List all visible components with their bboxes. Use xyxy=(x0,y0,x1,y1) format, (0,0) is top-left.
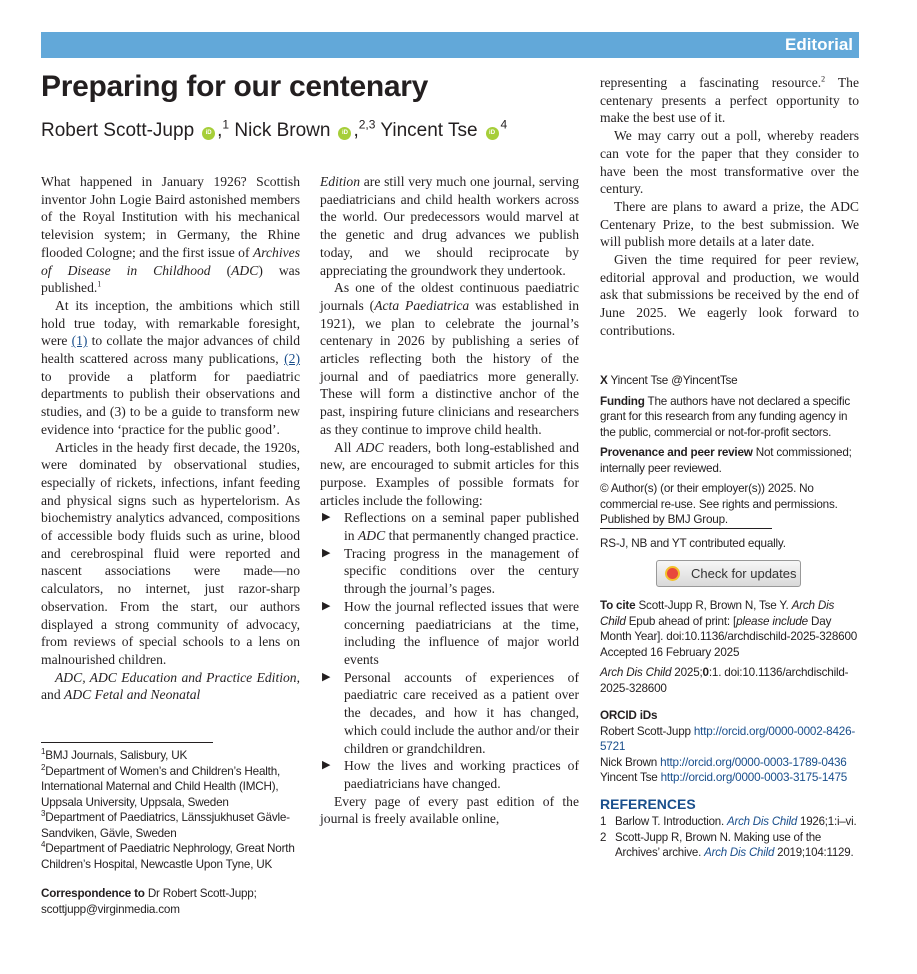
list-item: ▶ Tracing progress in the management of specific conditions over the century through the journal’s pages. xyxy=(322,545,579,597)
list-item: ▶ How the journal reflected issues that were concerning paediatricians at the time, including the influence of major world events xyxy=(322,598,579,667)
author-name[interactable]: Robert Scott-Jupp xyxy=(41,120,195,141)
author-name[interactable]: Yincent Tse xyxy=(380,120,478,141)
paragraph: What happened in January 1926? Scottish inventor John Logie Baird astonished members of the Royal Institution with his mechanical television system; in Germany, the Rhine flooded Cologne; and the first issue of Archives of Disease in Childhood (ADC) was published.$^1$ xyxy=(41,174,300,296)
references-heading: REFERENCES xyxy=(600,796,696,812)
orcid-entry: Nick Brown http://orcid.org/0000-0003-1789-0436 xyxy=(600,755,847,769)
bullet-icon: ▶ xyxy=(322,546,331,559)
citation-info xyxy=(600,598,862,786)
copyright-statement: © Author(s) (or their employer(s)) 2025. No commercial re-use. See rights and permissions. Published by BMJ Group. xyxy=(600,482,838,526)
to-cite: To cite Scott-Jupp R, Brown N, Tse Y. Arch Dis Child Epub ahead of print: [please include Day Month Year]. doi:10.1136/archdischild-2025-328600 xyxy=(600,599,858,643)
contributor-note: RS-J, NB and YT contributed equally. xyxy=(600,537,786,550)
reference-item: 1 Barlow T. Introduction. Arch Dis Child 1926;1:i–vi. xyxy=(600,816,857,828)
section-banner xyxy=(41,32,859,58)
social-handle[interactable]: X Yincent Tse @YincentTse xyxy=(600,374,738,387)
orcid-entry: Yincent Tse http://orcid.org/0000-0003-3175-1475 xyxy=(600,771,848,784)
list-item: ▶ Reflections on a seminal paper published in ADC that permanently changed practice. xyxy=(322,510,579,544)
bullet-icon: ▶ xyxy=(322,759,331,772)
check-for-updates-button[interactable] xyxy=(656,560,801,587)
orcid-icon[interactable]: iD xyxy=(486,127,499,140)
paragraph: There are plans to award a prize, the ADC Centenary Prize, to the best submission. We will publish more details at a later date. xyxy=(600,198,859,250)
list-ref-link[interactable]: (2) xyxy=(284,351,300,367)
crossmark-icon xyxy=(665,566,680,581)
orcid-link[interactable]: http://orcid.org/0000-0002-8426-5721 xyxy=(600,724,856,753)
divider xyxy=(41,742,213,743)
column-1 xyxy=(41,173,300,704)
paragraph: Given the time required for peer review, editorial approval and production, we would ask that submissions be received by the end of June 2025. We eagerly look forward to contributions. xyxy=(600,252,859,338)
reference-link[interactable]: Arch Dis Child xyxy=(704,847,775,859)
check-for-updates-label: Check for updates xyxy=(691,566,797,581)
journal-citation: Arch Dis Child 2025;0:1. doi:10.1136/archdischild-2025-328600 xyxy=(600,666,849,695)
bullet-list xyxy=(320,509,579,792)
funding-statement: Funding The authors have not declared a specific grant for this research from any funding agency in the public, commercial or not-for-profit sectors. xyxy=(600,394,851,439)
reference-list xyxy=(600,815,862,862)
provenance-statement: Provenance and peer review Not commissioned; internally peer reviewed. xyxy=(600,446,852,475)
paragraph: representing a fascinating resource.$^2$ The centenary presents a perfect opportunity to make the best use of it. xyxy=(600,74,859,126)
paragraph: As one of the oldest continuous paediatric journals (Acta Paediatrica was established in 1921), we plan to celebrate the journal’s centenary in 2026 by publishing a series of articles reflecting both the history of the journal and of paediatrics more generally. These will form a distinctive anchor of the past, inspiring future clinicians and researchers as they continue to improve child health. xyxy=(320,280,579,437)
author-affiliation: 2,3 xyxy=(358,117,376,132)
sidebar-info xyxy=(600,373,862,528)
citation-link[interactable]: 2 xyxy=(821,74,826,84)
author-name[interactable]: Nick Brown xyxy=(234,120,331,141)
paragraph: At its inception, the ambitions which still hold true today, with remarkable foresight, were (1) to collate the major advances of child health scattered across many publications, (2) to provide a platform for paediatric departments to publish their observations and studies, and (3) to be a guide to transform new evidence into ‘practice for the public good’. xyxy=(41,297,300,437)
citation-link[interactable]: 1 xyxy=(97,279,102,289)
affiliation: $^3$Department of Paediatrics, Länssjukhuset Gävle-Sandviken, Gävle, Sweden xyxy=(41,809,290,840)
orcid-heading: ORCID iDs xyxy=(600,709,658,722)
bullet-icon: ▶ xyxy=(322,511,331,524)
list-item: ▶ Personal accounts of experiences of paediatric care received as a patient over the decades, and how it has changed, which could include the author and/or their children or grandchildren. xyxy=(322,669,579,756)
column-2 xyxy=(320,173,579,828)
column-3 xyxy=(600,74,859,340)
section-label: Editorial xyxy=(784,35,853,54)
x-icon: X xyxy=(600,374,608,387)
paragraph: ADC, ADC Education and Practice Edition, and ADC Fetal and Neonatal xyxy=(41,669,300,703)
paragraph: Edition are still very much one journal, serving paediatricians and child health workers across the world. Our predecessors would marvel at the genetic and drug advances we publish today, and we should reciprocate by appreciating the groundwork they undertook. xyxy=(320,174,579,278)
orcid-entry: Robert Scott-Jupp http://orcid.org/0000-0002-8426-5721 xyxy=(600,724,856,753)
orcid-icon[interactable]: iD xyxy=(202,127,215,140)
article-title: Preparing for our centenary xyxy=(41,70,428,103)
accepted-date: Accepted 16 February 2025 xyxy=(600,645,740,659)
orcid-link[interactable]: http://orcid.org/0000-0003-1789-0436 xyxy=(660,755,847,769)
orcid-icon[interactable]: iD xyxy=(338,127,351,140)
paragraph: We may carry out a poll, whereby readers can vote for the paper that they consider to have been the most transformative over the century. xyxy=(600,128,859,197)
orcid-link[interactable]: http://orcid.org/0000-0003-3175-1475 xyxy=(660,771,848,784)
affiliation: $^4$Department of Paediatric Nephrology, Great North Children’s Hospital, Newcastle Upon Tyne, UK xyxy=(41,840,295,871)
list-ref-link[interactable]: (1) xyxy=(71,333,88,349)
paragraph: All ADC readers, both long-established and new, are encouraged to submit articles for this purpose. Examples of possible formats for articles include the following: xyxy=(320,439,579,508)
divider xyxy=(600,528,772,529)
bullet-icon: ▶ xyxy=(322,670,331,683)
author-affiliation: 1 xyxy=(222,117,230,132)
paragraph: Every page of every past edition of the journal is freely available online, xyxy=(320,793,579,827)
reference-link[interactable]: Arch Dis Child xyxy=(726,816,798,828)
correspondence: Correspondence to Dr Robert Scott-Jupp; scottjupp@virginmedia.com xyxy=(41,887,257,916)
affiliations xyxy=(41,748,303,917)
bullet-icon: ▶ xyxy=(322,599,331,612)
author-affiliation: 4 xyxy=(500,117,508,132)
list-item: ▶ How the lives and working practices of paediatricians have changed. xyxy=(322,758,579,791)
paragraph: Articles in the heady first decade, the 1920s, were dominated by observational studies, especially of rickets, infections, infant feeding and physical signs such as hypertelorism. As biochemistry analytics advanced, compositions of accessible body fluids such as urine, blood and cerebrospinal fluid were reported and nascent associations were made—no calculators, no internet, just razor-sharp observation. From the start, our authors displayed a strong community of advocacy, from reviews of special schools to a lens on malnourished children. xyxy=(41,439,300,667)
affiliation: $^2$Department of Women’s and Children’s Health, International Maternal and Child Health (IMCH), Uppsala University, Uppsala, Sweden xyxy=(41,762,281,809)
reference-item: 2 Scott-Jupp R, Brown N. Making use of the Archives’ archive. Arch Dis Child 2019;104:1129. xyxy=(600,831,854,859)
affiliation: $^1$BMJ Journals, Salisbury, UK xyxy=(41,747,188,762)
author-list: Robert Scott-Jupp iD ,$^1$ Nick Brown iD ,$^{2,3}$ Yincent Tse $iD^4$ xyxy=(41,117,508,141)
